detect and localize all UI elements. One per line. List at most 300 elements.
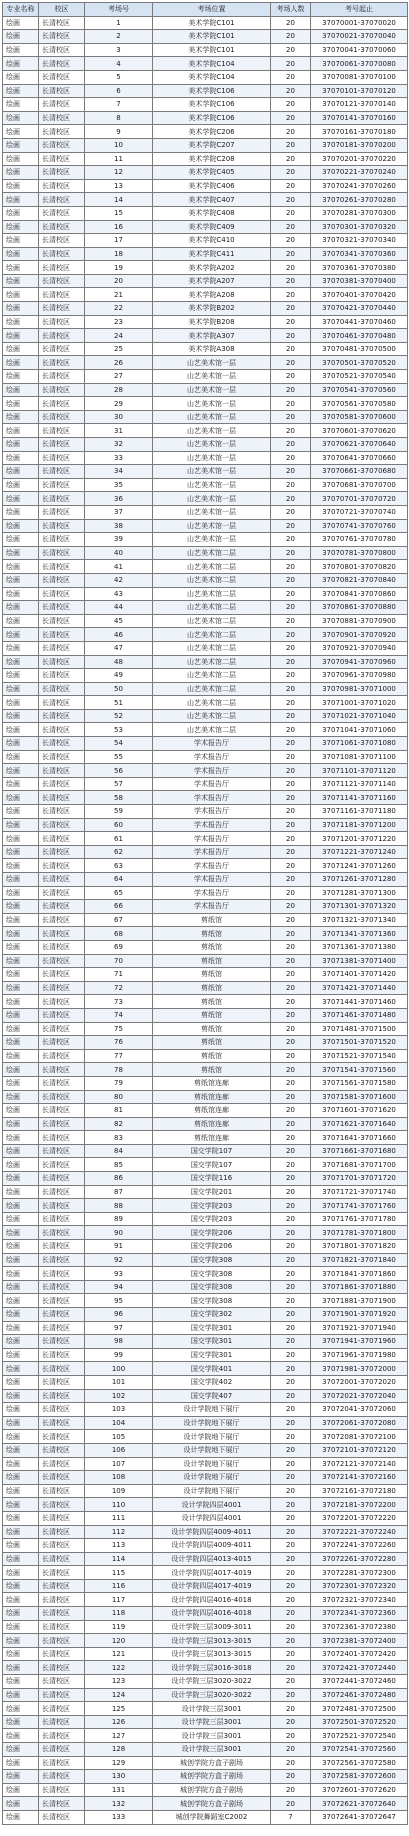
headcount-cell: 20 xyxy=(271,424,311,438)
major-cell: 绘画 xyxy=(3,1090,39,1104)
exam-id-range-cell: 37070101-37070120 xyxy=(311,84,408,98)
exam-id-range-cell: 37072161-37072180 xyxy=(311,1484,408,1498)
major-cell: 绘画 xyxy=(3,573,39,587)
headcount-cell: 20 xyxy=(271,1702,311,1716)
headcount-cell: 20 xyxy=(271,1022,311,1036)
room-number-cell: 18 xyxy=(85,247,153,261)
exam-id-range-cell: 37070261-37070280 xyxy=(311,193,408,207)
headcount-cell: 20 xyxy=(271,302,311,316)
room-number-cell: 131 xyxy=(85,1783,153,1797)
room-number-cell: 67 xyxy=(85,913,153,927)
room-number-cell: 14 xyxy=(85,193,153,207)
major-cell: 绘画 xyxy=(3,1430,39,1444)
table-row xyxy=(3,777,408,791)
room-location-cell: 山艺美术馆一层 xyxy=(153,478,271,492)
table-row xyxy=(3,669,408,683)
headcount-cell: 20 xyxy=(271,682,311,696)
major-cell: 绘画 xyxy=(3,1049,39,1063)
campus-cell: 长清校区 xyxy=(39,1403,85,1417)
campus-cell: 长清校区 xyxy=(39,288,85,302)
exam-id-range-cell: 37070521-37070540 xyxy=(311,370,408,384)
room-number-cell: 9 xyxy=(85,125,153,139)
table-row xyxy=(3,505,408,519)
major-cell: 绘画 xyxy=(3,98,39,112)
table-body xyxy=(3,16,408,1824)
exam-id-range-cell: 37070621-37070640 xyxy=(311,438,408,452)
exam-id-range-cell: 37071381-37071400 xyxy=(311,954,408,968)
exam-id-range-cell: 37070181-37070200 xyxy=(311,138,408,152)
room-number-cell: 38 xyxy=(85,519,153,533)
major-cell: 绘画 xyxy=(3,492,39,506)
major-cell: 绘画 xyxy=(3,1566,39,1580)
campus-cell: 长清校区 xyxy=(39,84,85,98)
headcount-cell: 20 xyxy=(271,1240,311,1254)
headcount-cell: 20 xyxy=(271,1158,311,1172)
room-location-cell: 山艺美术馆二层 xyxy=(153,709,271,723)
room-location-cell: 学术报告厅 xyxy=(153,886,271,900)
headcount-cell: 20 xyxy=(271,1552,311,1566)
room-number-cell: 13 xyxy=(85,179,153,193)
major-cell: 绘画 xyxy=(3,913,39,927)
room-number-cell: 96 xyxy=(85,1308,153,1322)
room-location-cell: 国交学院206 xyxy=(153,1240,271,1254)
table-row xyxy=(3,1389,408,1403)
major-cell: 绘画 xyxy=(3,845,39,859)
major-cell: 绘画 xyxy=(3,682,39,696)
room-number-cell: 65 xyxy=(85,886,153,900)
exam-id-range-cell: 37070061-37070080 xyxy=(311,57,408,71)
room-number-cell: 27 xyxy=(85,370,153,384)
headcount-cell: 20 xyxy=(271,1008,311,1022)
exam-id-range-cell: 37071581-37071600 xyxy=(311,1090,408,1104)
table-row xyxy=(3,1104,408,1118)
exam-id-range-cell: 37072461-37072480 xyxy=(311,1688,408,1702)
exam-id-range-cell: 37070461-37070480 xyxy=(311,329,408,343)
campus-cell: 长清校区 xyxy=(39,315,85,329)
headcount-cell: 20 xyxy=(271,288,311,302)
room-location-cell: 设计学院三层3016-3018 xyxy=(153,1661,271,1675)
table-row xyxy=(3,492,408,506)
table-row xyxy=(3,30,408,44)
room-number-cell: 16 xyxy=(85,220,153,234)
major-cell: 绘画 xyxy=(3,1810,39,1824)
campus-cell: 长清校区 xyxy=(39,764,85,778)
table-row xyxy=(3,247,408,261)
room-location-cell: 国交学院301 xyxy=(153,1321,271,1335)
room-number-cell: 88 xyxy=(85,1199,153,1213)
exam-id-range-cell: 37071701-37071720 xyxy=(311,1172,408,1186)
major-cell: 绘画 xyxy=(3,1675,39,1689)
room-location-cell: 设计学院地下展厅 xyxy=(153,1457,271,1471)
exam-id-range-cell: 37072141-37072160 xyxy=(311,1471,408,1485)
table-row xyxy=(3,1308,408,1322)
campus-cell: 长清校区 xyxy=(39,1158,85,1172)
room-location-cell: 设计学院地下展厅 xyxy=(153,1443,271,1457)
table-row xyxy=(3,1647,408,1661)
headcount-cell: 20 xyxy=(271,805,311,819)
exam-id-range-cell: 37070601-37070620 xyxy=(311,424,408,438)
headcount-cell: 20 xyxy=(271,1335,311,1349)
room-number-cell: 59 xyxy=(85,805,153,819)
campus-cell: 长清校区 xyxy=(39,1552,85,1566)
major-cell: 绘画 xyxy=(3,152,39,166)
room-number-cell: 99 xyxy=(85,1348,153,1362)
headcount-cell: 20 xyxy=(271,873,311,887)
room-location-cell: 学术报告厅 xyxy=(153,832,271,846)
table-row xyxy=(3,1810,408,1824)
exam-id-range-cell: 37072361-37072380 xyxy=(311,1620,408,1634)
table-row xyxy=(3,1511,408,1525)
room-location-cell: 剪纸馆连廊 xyxy=(153,1104,271,1118)
room-number-cell: 57 xyxy=(85,777,153,791)
table-row xyxy=(3,1076,408,1090)
major-cell: 绘画 xyxy=(3,641,39,655)
table-row xyxy=(3,546,408,560)
room-location-cell: 剪纸馆 xyxy=(153,968,271,982)
room-location-cell: 设计学院四层4016-4018 xyxy=(153,1593,271,1607)
campus-cell: 长清校区 xyxy=(39,1620,85,1634)
table-row xyxy=(3,723,408,737)
campus-cell: 长清校区 xyxy=(39,519,85,533)
campus-cell: 长清校区 xyxy=(39,1484,85,1498)
campus-cell: 长清校区 xyxy=(39,1702,85,1716)
major-cell: 绘画 xyxy=(3,1294,39,1308)
exam-id-range-cell: 37071301-37071320 xyxy=(311,900,408,914)
headcount-cell: 20 xyxy=(271,1063,311,1077)
room-location-cell: 剪纸馆连廊 xyxy=(153,1117,271,1131)
table-row xyxy=(3,533,408,547)
room-number-cell: 120 xyxy=(85,1634,153,1648)
room-number-cell: 7 xyxy=(85,98,153,112)
room-location-cell: 设计学院地下展厅 xyxy=(153,1471,271,1485)
exam-id-range-cell: 37071221-37071240 xyxy=(311,845,408,859)
room-number-cell: 32 xyxy=(85,438,153,452)
headcount-cell: 20 xyxy=(271,669,311,683)
table-row xyxy=(3,1783,408,1797)
major-cell: 绘画 xyxy=(3,1389,39,1403)
room-number-cell: 39 xyxy=(85,533,153,547)
exam-id-range-cell: 37070081-37070100 xyxy=(311,70,408,84)
exam-id-range-cell: 37071241-37071260 xyxy=(311,859,408,873)
headcount-cell: 20 xyxy=(271,1593,311,1607)
room-location-cell: 国交学院301 xyxy=(153,1335,271,1349)
exam-id-range-cell: 37070881-37070900 xyxy=(311,614,408,628)
exam-id-range-cell: 37072601-37072620 xyxy=(311,1783,408,1797)
exam-id-range-cell: 37072321-37072340 xyxy=(311,1593,408,1607)
headcount-cell: 20 xyxy=(271,1131,311,1145)
table-row xyxy=(3,1158,408,1172)
campus-cell: 长清校区 xyxy=(39,274,85,288)
campus-cell: 长清校区 xyxy=(39,220,85,234)
headcount-cell: 20 xyxy=(271,791,311,805)
room-number-cell: 112 xyxy=(85,1525,153,1539)
table-row xyxy=(3,1348,408,1362)
column-header-headcount: 考场人数 xyxy=(271,3,311,17)
campus-cell: 长清校区 xyxy=(39,505,85,519)
room-number-cell: 72 xyxy=(85,981,153,995)
campus-cell: 长清校区 xyxy=(39,873,85,887)
room-location-cell: 山艺美术馆二层 xyxy=(153,669,271,683)
campus-cell: 长清校区 xyxy=(39,655,85,669)
table-row xyxy=(3,1294,408,1308)
room-location-cell: 设计学院三层3001 xyxy=(153,1702,271,1716)
table-row xyxy=(3,234,408,248)
room-number-cell: 77 xyxy=(85,1049,153,1063)
room-number-cell: 118 xyxy=(85,1607,153,1621)
room-location-cell: 美术学院A208 xyxy=(153,288,271,302)
room-number-cell: 10 xyxy=(85,138,153,152)
room-location-cell: 剪纸馆 xyxy=(153,1049,271,1063)
exam-id-range-cell: 37072481-37072500 xyxy=(311,1702,408,1716)
campus-cell: 长清校区 xyxy=(39,1008,85,1022)
exam-id-range-cell: 37071361-37071380 xyxy=(311,940,408,954)
room-location-cell: 美术学院C405 xyxy=(153,166,271,180)
headcount-cell: 20 xyxy=(271,383,311,397)
major-cell: 绘画 xyxy=(3,1348,39,1362)
headcount-cell: 20 xyxy=(271,1634,311,1648)
exam-id-range-cell: 37070941-37070960 xyxy=(311,655,408,669)
campus-cell: 长清校区 xyxy=(39,370,85,384)
headcount-cell: 20 xyxy=(271,98,311,112)
room-location-cell: 设计学院地下展厅 xyxy=(153,1484,271,1498)
table-row xyxy=(3,1552,408,1566)
room-location-cell: 山艺美术馆二层 xyxy=(153,655,271,669)
major-cell: 绘画 xyxy=(3,315,39,329)
table-row xyxy=(3,560,408,574)
major-cell: 绘画 xyxy=(3,1498,39,1512)
exam-id-range-cell: 37072201-37072220 xyxy=(311,1511,408,1525)
campus-cell: 长清校区 xyxy=(39,709,85,723)
major-cell: 绘画 xyxy=(3,995,39,1009)
table-row xyxy=(3,397,408,411)
campus-cell: 长清校区 xyxy=(39,125,85,139)
campus-cell: 长清校区 xyxy=(39,886,85,900)
room-location-cell: 设计学院三层3020-3022 xyxy=(153,1675,271,1689)
room-location-cell: 国交学院301 xyxy=(153,1348,271,1362)
room-location-cell: 学术报告厅 xyxy=(153,750,271,764)
table-row xyxy=(3,1498,408,1512)
major-cell: 绘画 xyxy=(3,1620,39,1634)
campus-cell: 长清校区 xyxy=(39,737,85,751)
campus-cell: 长清校区 xyxy=(39,1076,85,1090)
table-row xyxy=(3,709,408,723)
headcount-cell: 20 xyxy=(271,1199,311,1213)
major-cell: 绘画 xyxy=(3,84,39,98)
headcount-cell: 20 xyxy=(271,43,311,57)
table-row xyxy=(3,98,408,112)
campus-cell: 长清校区 xyxy=(39,641,85,655)
room-location-cell: 剪纸馆 xyxy=(153,1063,271,1077)
table-row xyxy=(3,166,408,180)
headcount-cell: 20 xyxy=(271,777,311,791)
campus-cell: 长清校区 xyxy=(39,247,85,261)
table-row xyxy=(3,1280,408,1294)
room-number-cell: 46 xyxy=(85,628,153,642)
table-row xyxy=(3,1607,408,1621)
campus-cell: 长清校区 xyxy=(39,30,85,44)
major-cell: 绘画 xyxy=(3,927,39,941)
room-number-cell: 74 xyxy=(85,1008,153,1022)
major-cell: 绘画 xyxy=(3,1362,39,1376)
campus-cell: 长清校区 xyxy=(39,1688,85,1702)
room-number-cell: 34 xyxy=(85,465,153,479)
major-cell: 绘画 xyxy=(3,805,39,819)
table-row xyxy=(3,302,408,316)
headcount-cell: 20 xyxy=(271,492,311,506)
campus-cell: 长清校区 xyxy=(39,179,85,193)
room-number-cell: 15 xyxy=(85,206,153,220)
room-location-cell: 国交学院201 xyxy=(153,1185,271,1199)
headcount-cell: 20 xyxy=(271,234,311,248)
major-cell: 绘画 xyxy=(3,1226,39,1240)
campus-cell: 长清校区 xyxy=(39,1675,85,1689)
room-number-cell: 3 xyxy=(85,43,153,57)
exam-id-range-cell: 37072341-37072360 xyxy=(311,1607,408,1621)
table-row xyxy=(3,1443,408,1457)
room-number-cell: 89 xyxy=(85,1212,153,1226)
room-number-cell: 103 xyxy=(85,1403,153,1417)
table-row xyxy=(3,873,408,887)
room-number-cell: 82 xyxy=(85,1117,153,1131)
room-location-cell: 城创学院方盒子剧场 xyxy=(153,1770,271,1784)
exam-id-range-cell: 37071861-37071880 xyxy=(311,1280,408,1294)
room-number-cell: 24 xyxy=(85,329,153,343)
headcount-cell: 20 xyxy=(271,1076,311,1090)
room-location-cell: 山艺美术馆二层 xyxy=(153,641,271,655)
room-location-cell: 城创学院方盒子剧场 xyxy=(153,1797,271,1811)
campus-cell: 长清校区 xyxy=(39,601,85,615)
room-number-cell: 66 xyxy=(85,900,153,914)
exam-id-range-cell: 37071061-37071080 xyxy=(311,737,408,751)
exam-id-range-cell: 37071521-37071540 xyxy=(311,1049,408,1063)
exam-id-range-cell: 37070241-37070260 xyxy=(311,179,408,193)
table-row xyxy=(3,1063,408,1077)
exam-id-range-cell: 37071281-37071300 xyxy=(311,886,408,900)
major-cell: 绘画 xyxy=(3,1661,39,1675)
major-cell: 绘画 xyxy=(3,1212,39,1226)
exam-id-range-cell: 37072301-37072320 xyxy=(311,1579,408,1593)
major-cell: 绘画 xyxy=(3,900,39,914)
room-location-cell: 山艺美术馆一层 xyxy=(153,438,271,452)
major-cell: 绘画 xyxy=(3,1335,39,1349)
room-number-cell: 84 xyxy=(85,1144,153,1158)
exam-id-range-cell: 37071841-37071860 xyxy=(311,1267,408,1281)
campus-cell: 长清校区 xyxy=(39,791,85,805)
major-cell: 绘画 xyxy=(3,1185,39,1199)
room-number-cell: 25 xyxy=(85,342,153,356)
headcount-cell: 20 xyxy=(271,315,311,329)
headcount-cell: 20 xyxy=(271,1403,311,1417)
major-cell: 绘画 xyxy=(3,220,39,234)
headcount-cell: 20 xyxy=(271,261,311,275)
campus-cell: 长清校区 xyxy=(39,1131,85,1145)
table-row xyxy=(3,1593,408,1607)
room-number-cell: 127 xyxy=(85,1729,153,1743)
exam-id-range-cell: 37071721-37071740 xyxy=(311,1185,408,1199)
campus-cell: 长清校区 xyxy=(39,1647,85,1661)
room-location-cell: 设计学院三层3001 xyxy=(153,1715,271,1729)
exam-id-range-cell: 37071081-37071100 xyxy=(311,750,408,764)
exam-id-range-cell: 37072621-37072640 xyxy=(311,1797,408,1811)
major-cell: 绘画 xyxy=(3,302,39,316)
exam-id-range-cell: 37070481-37070500 xyxy=(311,342,408,356)
exam-id-range-cell: 37070581-37070600 xyxy=(311,410,408,424)
headcount-cell: 20 xyxy=(271,1375,311,1389)
headcount-cell: 20 xyxy=(271,655,311,669)
major-cell: 绘画 xyxy=(3,1022,39,1036)
major-cell: 绘画 xyxy=(3,1688,39,1702)
table-row xyxy=(3,478,408,492)
campus-cell: 长清校区 xyxy=(39,492,85,506)
exam-id-range-cell: 37070201-37070220 xyxy=(311,152,408,166)
exam-id-range-cell: 37070561-37070580 xyxy=(311,397,408,411)
major-cell: 绘画 xyxy=(3,16,39,30)
headcount-cell: 20 xyxy=(271,859,311,873)
room-number-cell: 58 xyxy=(85,791,153,805)
exam-id-range-cell: 37070841-37070860 xyxy=(311,587,408,601)
room-location-cell: 设计学院四层4017-4019 xyxy=(153,1566,271,1580)
table-row xyxy=(3,954,408,968)
headcount-cell: 20 xyxy=(271,1715,311,1729)
headcount-cell: 20 xyxy=(271,1144,311,1158)
headcount-cell: 20 xyxy=(271,1104,311,1118)
exam-id-range-cell: 37070721-37070740 xyxy=(311,505,408,519)
room-location-cell: 山艺美术馆一层 xyxy=(153,383,271,397)
major-cell: 绘画 xyxy=(3,1117,39,1131)
campus-cell: 长清校区 xyxy=(39,546,85,560)
campus-cell: 长清校区 xyxy=(39,968,85,982)
table-row xyxy=(3,1375,408,1389)
major-cell: 绘画 xyxy=(3,1172,39,1186)
room-number-cell: 101 xyxy=(85,1375,153,1389)
headcount-cell: 20 xyxy=(271,1348,311,1362)
campus-cell: 长清校区 xyxy=(39,832,85,846)
major-cell: 绘画 xyxy=(3,1484,39,1498)
campus-cell: 长清校区 xyxy=(39,533,85,547)
table-row xyxy=(3,70,408,84)
headcount-cell: 20 xyxy=(271,247,311,261)
room-location-cell: 山艺美术馆二层 xyxy=(153,614,271,628)
room-number-cell: 109 xyxy=(85,1484,153,1498)
exam-id-range-cell: 37070541-37070560 xyxy=(311,383,408,397)
exam-id-range-cell: 37071401-37071420 xyxy=(311,968,408,982)
room-location-cell: 美术学院C104 xyxy=(153,57,271,71)
major-cell: 绘画 xyxy=(3,438,39,452)
headcount-cell: 20 xyxy=(271,913,311,927)
exam-id-range-cell: 37071741-37071760 xyxy=(311,1199,408,1213)
major-cell: 绘画 xyxy=(3,1702,39,1716)
table-row xyxy=(3,1172,408,1186)
room-number-cell: 43 xyxy=(85,587,153,601)
campus-cell: 长清校区 xyxy=(39,206,85,220)
major-cell: 绘画 xyxy=(3,696,39,710)
exam-id-range-cell: 37070661-37070680 xyxy=(311,465,408,479)
campus-cell: 长清校区 xyxy=(39,1770,85,1784)
room-number-cell: 83 xyxy=(85,1131,153,1145)
major-cell: 绘画 xyxy=(3,70,39,84)
room-number-cell: 60 xyxy=(85,818,153,832)
table-row xyxy=(3,614,408,628)
room-number-cell: 36 xyxy=(85,492,153,506)
room-location-cell: 剪纸馆 xyxy=(153,1036,271,1050)
table-row xyxy=(3,274,408,288)
headcount-cell: 20 xyxy=(271,1280,311,1294)
headcount-cell: 20 xyxy=(271,1743,311,1757)
room-location-cell: 美术学院C101 xyxy=(153,16,271,30)
headcount-cell: 20 xyxy=(271,1457,311,1471)
major-cell: 绘画 xyxy=(3,1321,39,1335)
major-cell: 绘画 xyxy=(3,1104,39,1118)
